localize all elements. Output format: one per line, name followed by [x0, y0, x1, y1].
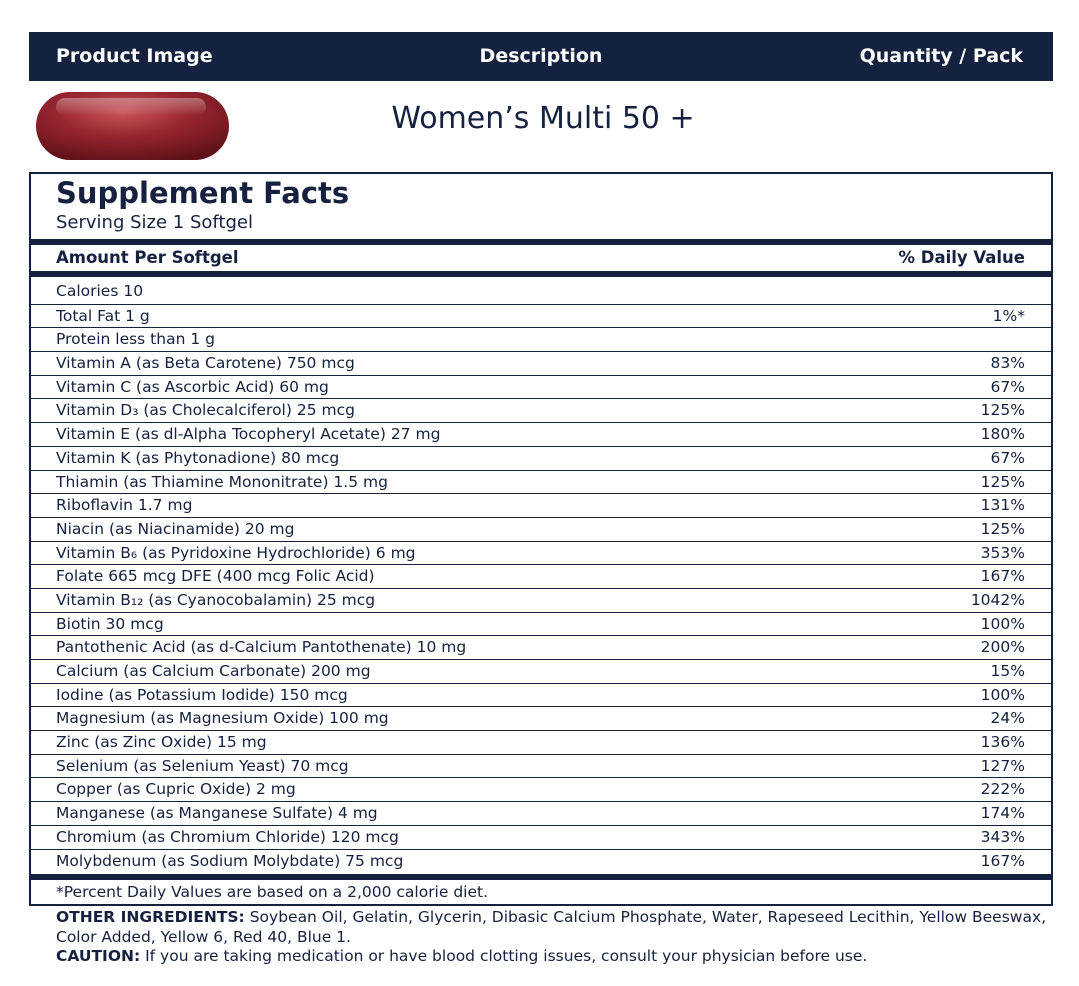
table-row [31, 849, 1051, 873]
nutrient-name: Vitamin C (as Ascorbic Acid) 60 mg [56, 377, 329, 396]
nutrient-dv: 67% [990, 377, 1025, 396]
table-row [31, 304, 1051, 328]
header-quantity-pack: Quantity / Pack [859, 45, 1023, 67]
header-description: Description [479, 45, 603, 67]
nutrient-name: Thiamin (as Thiamine Mononitrate) 1.5 mg [56, 472, 388, 491]
nutrient-name: Niacin (as Niacinamide) 20 mg [56, 519, 295, 538]
nutrient-dv: 100% [980, 614, 1025, 633]
other-ingredients [56, 908, 1056, 947]
nutrient-name: Protein less than 1 g [56, 330, 215, 349]
table-row [31, 517, 1051, 541]
nutrient-dv: 200% [980, 638, 1025, 657]
nutrient-dv: 125% [980, 472, 1025, 491]
nutrient-dv: 353% [980, 543, 1025, 562]
nutrient-name: Selenium (as Selenium Yeast) 70 mcg [56, 756, 349, 775]
nutrient-name: Pantothenic Acid (as d-Calcium Pantothenate) 10 mg [56, 638, 467, 657]
caution [56, 947, 1056, 967]
divider-thick [31, 874, 1051, 880]
nutrient-dv: 83% [990, 354, 1025, 373]
table-row [31, 730, 1051, 754]
nutrient-name: Vitamin B₆ (as Pyridoxine Hydrochloride) 6 mg [56, 543, 416, 562]
table-row [31, 470, 1051, 494]
table-row [31, 825, 1051, 849]
table-row [31, 327, 1051, 351]
nutrient-dv: 136% [980, 733, 1025, 752]
ingredients-label: OTHER INGREDIENTS: [56, 908, 245, 926]
table-row [31, 777, 1051, 801]
nutrient-dv: 100% [980, 685, 1025, 704]
ingredients-text: Soybean Oil, Gelatin, Glycerin, Dibasic Calcium Phosphate, Water, Rapeseed Lecithin, Yellow Beeswax, Color Added, Yellow 6, Red 40, Blue 1. [56, 908, 1047, 946]
amount-header-row [31, 245, 1051, 271]
nutrient-name: Calcium (as Calcium Carbonate) 200 mg [56, 662, 371, 680]
table-row [31, 422, 1051, 446]
table-row [31, 280, 1051, 304]
daily-value-label: % Daily Value [898, 248, 1025, 267]
softgel-image [34, 90, 231, 162]
nutrient-name: Molybdenum (as Sodium Molybdate) 75 mcg [56, 851, 404, 870]
nutrient-dv: 180% [980, 425, 1025, 444]
nutrient-name: Iodine (as Potassium Iodide) 150 mcg [56, 685, 348, 704]
table-row [31, 541, 1051, 565]
header-product-image: Product Image [56, 45, 213, 67]
table-row [31, 588, 1051, 612]
nutrient-dv: 127% [980, 756, 1025, 775]
nutrient-name: Folate 665 mcg DFE (400 mcg Folic Acid) [56, 567, 375, 586]
table-row [31, 801, 1051, 825]
nutrient-rows [31, 280, 1051, 872]
nutrient-name: Vitamin K (as Phytonadione) 80 mcg [56, 448, 340, 467]
nutrient-name: Vitamin E (as dl-Alpha Tocopheryl Acetate) 27 mg [56, 425, 441, 444]
nutrient-dv: 15% [990, 662, 1025, 680]
nutrient-dv: 167% [980, 851, 1025, 870]
nutrient-name: Calories 10 [56, 282, 144, 300]
table-row [31, 375, 1051, 399]
serving-size: Serving Size 1 Softgel [56, 212, 253, 233]
nutrient-dv: 24% [990, 709, 1025, 728]
product-title: Women’s Multi 50 + [391, 101, 695, 136]
nutrient-name: Copper (as Cupric Oxide) 2 mg [56, 780, 296, 799]
nutrient-name: Biotin 30 mcg [56, 614, 164, 633]
nutrient-dv: 167% [980, 567, 1025, 586]
facts-title: Supplement Facts [56, 176, 350, 210]
table-row [31, 564, 1051, 588]
table-row [31, 683, 1051, 707]
supplement-facts-panel [29, 172, 1053, 906]
nutrient-name: Vitamin A (as Beta Carotene) 750 mcg [56, 354, 355, 373]
nutrient-dv: 1042% [970, 590, 1025, 609]
table-header [29, 32, 1053, 81]
nutrient-name: Zinc (as Zinc Oxide) 15 mg [56, 733, 267, 752]
nutrient-name: Riboflavin 1.7 mg [56, 496, 193, 515]
table-row [31, 493, 1051, 517]
daily-value-footnote: *Percent Daily Values are based on a 2,000 calorie diet. [56, 883, 489, 901]
nutrient-dv: 222% [980, 780, 1025, 799]
nutrient-name: Chromium (as Chromium Chloride) 120 mcg [56, 827, 399, 846]
table-row [31, 635, 1051, 659]
nutrient-dv: 125% [980, 401, 1025, 420]
nutrient-dv: 174% [980, 804, 1025, 823]
notes-section [56, 908, 1056, 967]
table-row [31, 754, 1051, 778]
table-row [31, 612, 1051, 636]
table-row [31, 446, 1051, 470]
nutrient-name: Vitamin D₃ (as Cholecalciferol) 25 mcg [56, 401, 355, 420]
caution-label: CAUTION: [56, 947, 141, 965]
nutrient-dv: 1%* [992, 306, 1025, 325]
nutrient-dv: 131% [980, 496, 1025, 515]
nutrient-name: Magnesium (as Magnesium Oxide) 100 mg [56, 709, 389, 728]
table-row [31, 398, 1051, 422]
nutrient-name: Total Fat 1 g [56, 306, 150, 325]
nutrient-dv: 125% [980, 519, 1025, 538]
nutrient-name: Manganese (as Manganese Sulfate) 4 mg [56, 804, 378, 823]
nutrient-dv: 343% [980, 827, 1025, 846]
divider-thick [31, 271, 1051, 277]
amount-per-softgel-label: Amount Per Softgel [56, 248, 239, 267]
caution-text: If you are taking medication or have blood clotting issues, consult your physician before use. [140, 947, 868, 965]
nutrient-name: Vitamin B₁₂ (as Cyanocobalamin) 25 mcg [56, 590, 376, 609]
table-row [31, 706, 1051, 730]
table-row [31, 351, 1051, 375]
table-row [31, 659, 1051, 683]
nutrient-dv: 67% [990, 448, 1025, 467]
